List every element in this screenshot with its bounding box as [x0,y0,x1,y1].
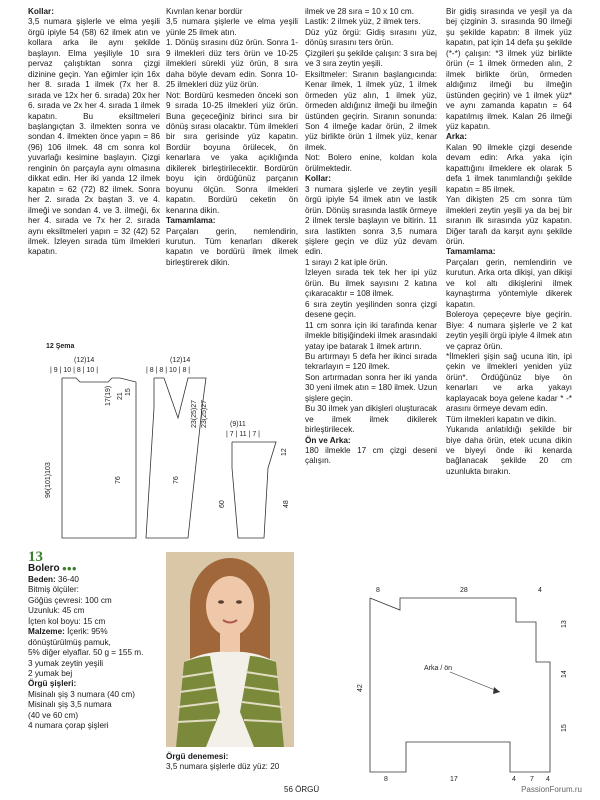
s2-side-b: 23(25)27 [201,399,208,428]
s2-top: (12)14 [170,357,191,364]
finishing-text: Parçaları gerin, nemlendirin, kurutun. Tüm kenarları dikerek kapatın ve bordürü ilmek ilmek birleştirerek dikin. [166,226,298,267]
col3-text-7: 3 numara şişlerle ve zeytin yeşili örgü ipiyle 54 ilmek atın ve lastik örün. Dönüş sırasında lastik örmeye 2 ilmek tersle başlayın ve bitirin. 11 sıra lastikten sonra 3,5 numara şişlere geçin ve düz yüz devam edin. [305,184,437,257]
decreases-text: Eksiltmeler: Sıranın başlangıcında: Kenar ilmek, 1 ilmek yüz, 1 ilmek örmeden yüz alın, 1 ilmek yüz, örmeden aldığınız ilmeği bu ilmeğin üstünden geçirin. Sıranın sonunda: Son 4 ilmeğe kadar örün, 2 ilmek yüz birlikte örün 1 ilmek yüz, kenar ilmek. [305,69,437,152]
col3-text-9: İzleyen sırada tek tek her ipi yüz örün. Bu ilmek sayısını 2 katına çıkaracaktır = 108 ilmek. [305,268,437,299]
rib-text: Lastik: 2 ilmek yüz, 2 ilmek ters. [305,17,421,27]
col3-text-14: Bu 30 ilmek yan dikişleri oluşturacak ve ilmek ilmek dikilerek birleştirilecek. [305,404,437,435]
s3-top: (9)11 [230,421,246,428]
tools-label: Örgü şişleri: [28,679,77,689]
gauge-label: Örgü denemesi: [166,752,229,761]
col4-text-1: Bir gidiş sırasında ve yeşil ya da bej çizginin 3. sırasında 90 ilmeği şu şekilde kapatın: 8 ilmek yüz kapatın, pat için 14 defa şu şekilde (*-*) çalışın: *3 ilmek yüz birlikte örün (= 1 ilmek örmeden alın, 2 ilmek birlikte örün, örmeden aldığınız ilmeği bu ilmeğin üstünden geçirin) ve 1 ilmek yüz* ve aynı zamanda kapatın = 64 kapatılmış ilmek. Kalan 26 ilmeği yüz kapatın. [446,7,572,131]
col4-text-2: Kalan 90 ilmekle çizgi desende devam edin: Arka yaka için kapattığını ilmeklere ek olarak 5 defa 1 ilmek tanımlandığı şekilde kapatın = 85 ilmek. [446,142,572,194]
gauge-cont: ilmek ve 28 sıra = 10 x 10 cm. [305,7,414,16]
s4-bot-c: 4 [512,776,516,782]
border-heading: Kıvrılan kenar bordür [166,7,243,16]
s3-topb: | 7 | 11 | 7 | [226,431,260,438]
col3-text-15: 180 ilmekle 17 cm çizgi deseni çalışın. [305,446,437,466]
back-outline [62,378,136,538]
col4-text-4: Parçaları gerin, nemlendirin ve kurutun. Arka orta dikişi, yan dikişi ve kol altı dikişlerini ilmek kaynaştırma yöntemiyle dikerek kapatın. [446,257,572,309]
tool-1: Misinalı şiş 3 numara (40 cm) [28,689,135,699]
border-text-1: 3,5 numara şişlerle ve elma yeşili yünle 25 ilmek atın. [166,17,298,37]
s4-bot-b: 17 [450,776,458,782]
size-label: Beden: [28,574,56,584]
schema-12-diagram [28,338,298,548]
model-photo [166,552,294,747]
chest-measure: Göğüs çevresi: 100 cm [28,595,112,605]
tool-4: 4 numara çorap şişleri [28,721,109,731]
col4-text-6: *İlmekleri şişin sağ ucuna itin, ipi çekin ve ilmekleri yeniden yüz örün*. Ördüğünüz biye ön kenarları ve arka yakayı kaplayacak boya gelene kadar * -* arasını örmeye devam edin. [446,351,572,414]
col3-text-13: Son artırmadan sonra her iki yanda 30 yeni ilmek atın = 180 ilmek. Uzun şişlere geçin. [305,372,437,403]
s1-top: (12)14 [74,357,95,364]
s4-top-a: 8 [376,587,380,594]
note-text: Not: Bolero enine, koldan kola örülmektedir. [305,153,437,173]
schema-title: 12 Şema [46,343,75,350]
col4-text-8: Yukarıda anlatıldığı şekilde bir biye daha örün, etek ucuna dikin ve biyeyi önde iki kenarda bağlanacak şekilde 20 cm uzunlukta bırakın. [446,425,572,476]
sleeves-text: 3,5 numara şişlerle ve elma yeşili örgü ipiyle 54 (58) 62 ilmek atın ve kollara arka ile aynı şekilde başlayın. Elma yeşiliyle 10 sıra pervaz çalıştıktan sonra çizgi dizinine geçin. Yan eğimler için 16x her 8. sırada 1 ilmek (7x her 8. sırada ve 12x her 6. sırada) 20x her 6. sırada ve 2x her 4. sırada 1 ilmek kapatın. Bu eksiltmeleri başlangıçtan 3. ilmekten sonra ve sondan 4. ilmekten önce yapın = 86 (96) 106 ilmek. 48 cm sonra kol yuvarlağı kesimine başlayın. Çizgi renginin ön parçayla aynı olmasına dikkat edin. Her iki yanda 12 ilmek kapatın = 62 (72) 82 ilmek. Sonra her 2. sırada 2x baştan 3. ve 4. ilmeği ve sondan 4. ve 3. ilmeği, 6x her 4. sırada ve 7x her 2. sırada aynı eksiltmeleri yapın = 32 (42) 52 ilmek. İzleyen sırada tüm ilmekleri kapatın. [28,17,160,257]
column-1 [28,7,160,258]
material-label: Malzeme: [28,627,65,637]
material-1: İçerik: 95% [67,627,108,637]
s4-left: 42 [357,684,364,692]
model-number: 13 [28,549,43,565]
col4-text-7: Tüm ilmekleri kapatın ve dikin. [446,414,557,424]
s1-side-c: 15 [125,388,132,396]
col4-text-5: Boleroya çepeçevre biye geçirin. Biye: 4 numara şişlerle ve 2 kat zeytin yeşili örgü ipiyle 4 ilmek atın ve çapraz örün. [446,310,572,351]
column-2 [166,7,298,268]
page-number: 56 ÖRGÜ [284,785,320,794]
column-4 [446,7,572,477]
tool-2: Misinalı şiş 3,5 numara [28,700,112,710]
s4-right-b: 14 [561,670,568,678]
s3-mid: 48 [283,500,290,508]
s4-right-a: 13 [561,620,568,628]
s4-bot-d: 7 [530,776,534,782]
s1-left: 96(101)103 [45,462,52,498]
s3-left: 60 [219,500,226,508]
yarn-1: 3 yumak zeytin yeşili [28,658,104,668]
stockinette-text: Düz yüz örgü: Gidiş sırasını yüz, dönüş sırasını ters örün. [305,27,437,48]
length-measure: Uzunluk: 45 cm [28,606,85,616]
watermark: PassionForum.ru [521,785,582,794]
s2-side: 23(25)27 [191,399,198,428]
yarn-2: 2 yumak bej [28,668,73,678]
col4-text-3: Yan dikişten 25 cm sonra tüm ilmekleri zeytin yeşili ya da bej bir sıranın ilk sırasında yüz kapatın. Diğer tarafı da karşıt aynı şekilde örün. [446,195,572,246]
size-value: 36-40 [58,574,79,584]
measure-label: Bitmiş ölçüler: [28,585,79,595]
s1-side-b: 21 [117,392,124,400]
col3-text-12: Bu artırmayı 5 defa her ikinci sırada tekrarlayın = 120 ilmek. [305,351,437,372]
s4-bot-e: 4 [546,776,550,782]
material-3: 5% diğer elyaflar. 50 g = 155 m. [28,648,144,658]
s2-topb: | 8 | 8 | 10 | 8 | [146,367,191,374]
s3-side: 12 [281,448,288,456]
sleeves-heading: Kollar: [305,174,331,184]
sleeve-outline [232,442,276,538]
s4-top-c: 4 [538,587,542,594]
finishing-heading: Tamamlama: [166,216,216,226]
stripes-text: Çizgileri şu şekilde çalışın: 3 sıra bej ve 3 sıra zeytin yeşili. [305,48,437,69]
col3-text-11: 11 cm sonra için iki tarafında kenar ilmekle bitişiğindeki ilmek arasındaki yatay ipe batarak 1 ilmek artırın. [305,320,437,351]
gauge-block [166,752,302,773]
model-name: Bolero [28,563,60,575]
s4-right-c: 15 [561,724,568,732]
gauge-text: 3,5 numara şişlerle düz yüz: 20 [166,762,280,772]
s1-mid: 76 [115,476,122,484]
col3-text-8: 1 sırayı 2 kat iple örün. [305,257,388,267]
bolero-outline [370,598,550,772]
col3-text-10: 6 sıra zeytin yeşilinden sonra çizgi desene geçin. [305,299,437,320]
column-3 [305,7,437,467]
material-2: dönüştürülmüş pamuk, [28,637,111,647]
section-heading-sleeves: Kollar: [28,7,54,16]
border-text-2: 1. Dönüş sırasını düz örün. Sonra 1-9 ilmekleri düz ters örün ve 10-25 ilmekleri sürekli yüz örün, 8 sıra daha böyle devam edin. Sonra 10-25 ilmekleri düz yüz örün. [166,38,298,90]
s1-topb: | 9 | 10 | 8 | 10 | [50,367,99,374]
s2-mid: 76 [173,476,180,484]
schema-13-diagram [340,582,580,782]
s4-top-b: 28 [460,587,468,594]
border-text-3: Not: Bordürü kesmeden önceki son 9 sırada 10-25 ilmekleri yüz örün. Buna geçeceğiniz birinci sıra bir dönüş sırası olacaktır. Tüm ilmekleri bir sıra gerisinde yüz kapatın. Bordür boyuna örülecek, ön kenarlara ve yaka açıklığında dikilerek birleştirilecektir. Bordürün boyu için ördüğünüz parçanın boyunu ölçün. Sonra ilmekleri kapatın. Bordürü ceketin ön kenarına dikin. [166,90,298,215]
sleeve-measure: İçten kol boyu: 15 cm [28,616,106,626]
finishing-heading-2: Tamamlama: [446,247,496,257]
tool-3: (40 ve 60 cm) [28,710,79,720]
difficulty-dots: ●●● [61,564,77,574]
s1-side-a: 17(19) [105,385,112,406]
back-heading: Arka: [446,132,467,142]
s4-label: Arka / ön [424,665,453,672]
s4-bot-a: 8 [384,776,388,782]
front-back-heading: Ön ve Arka: [305,435,351,445]
model-13-info [28,549,164,732]
